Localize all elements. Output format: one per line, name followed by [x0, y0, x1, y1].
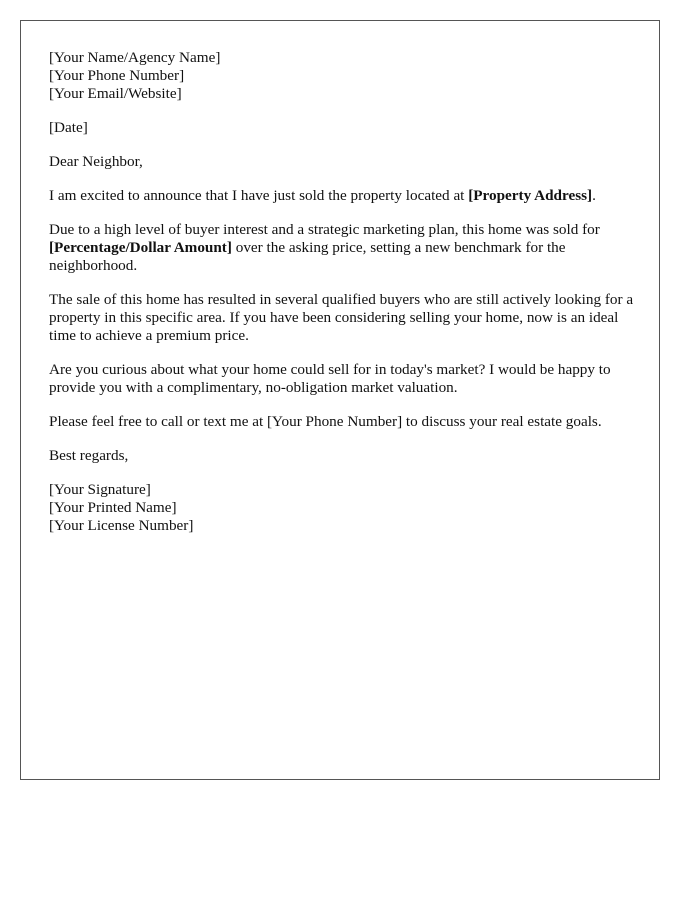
- signature: [Your Signature]: [49, 481, 151, 498]
- paragraph-buyers: The sale of this home has resulted in several qualified buyers who are still actively looking for a property in this specific area. If you have been considering selling your home, now is an ideal time to achieve a premium price.: [49, 291, 634, 344]
- paragraph-announcement: [49, 187, 641, 205]
- paragraph-valuation: Are you curious about what your home could sell for in today's market? I would be happy to provide you with a complimentary, no-obligation market valuation.: [49, 361, 611, 396]
- license-number: [Your License Number]: [49, 517, 194, 534]
- sender-phone: [Your Phone Number]: [49, 67, 185, 84]
- letter-page: [20, 20, 660, 780]
- closing: Best regards,: [49, 447, 129, 464]
- signature-block: [49, 481, 641, 535]
- paragraph-sale-details: [49, 221, 641, 275]
- letter-date: [Date]: [49, 119, 88, 136]
- salutation: Dear Neighbor,: [49, 153, 143, 170]
- sender-email-website: [Your Email/Website]: [49, 85, 182, 102]
- paragraph-announcement-text: I am excited to announce that I have just sold the property located at: [49, 187, 469, 204]
- letter-body: [49, 49, 641, 535]
- amount-placeholder: [Percentage/Dollar Amount]: [49, 239, 232, 256]
- property-address-placeholder: [Property Address]: [468, 187, 593, 204]
- printed-name: [Your Printed Name]: [49, 499, 177, 516]
- paragraph-contact: Please feel free to call or text me at [Your Phone Number] to discuss your real estate goals.: [49, 413, 602, 430]
- paragraph-sale-end: over the asking price, setting a new benchmark for the neighborhood.: [49, 239, 566, 274]
- paragraph-announcement-end: .: [592, 187, 596, 204]
- sender-name-agency: [Your Name/Agency Name]: [49, 49, 221, 66]
- paragraph-sale-text: Due to a high level of buyer interest and a strategic marketing plan, this home was sold for: [49, 221, 600, 238]
- sender-block: [49, 49, 641, 103]
